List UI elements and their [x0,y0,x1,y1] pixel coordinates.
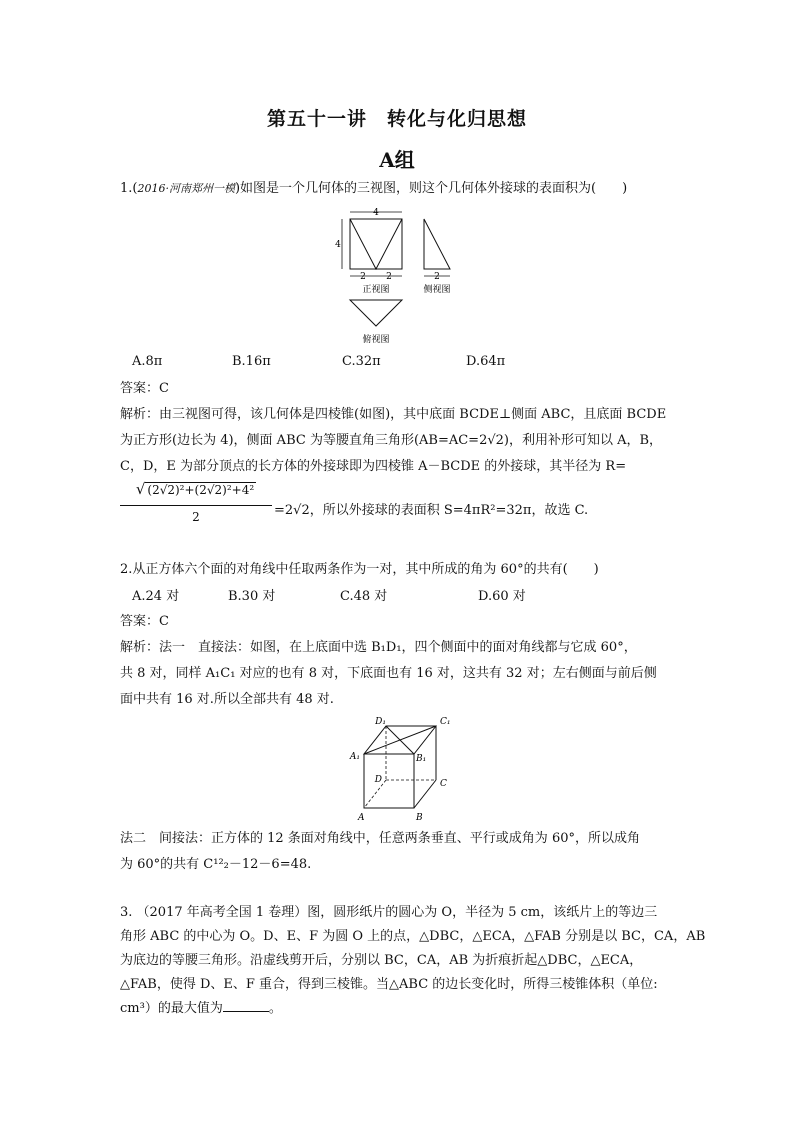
q2-answer: 答案：C [120,614,169,629]
group-heading: A组 [379,148,415,172]
front-view-label: 正视图 [362,285,390,295]
q1-option-c[interactable]: C.32π [342,354,381,369]
q1-options [0,354,794,376]
q3-line-2: 角形 ABC 的中心为 O。D、E、F 为圆 O 上的点，△DBC，△ECA，△FAB 分别是以 BC，CA，AB [120,929,706,944]
side-view-label: 侧视图 [423,285,451,295]
q1-explanation-3: C，D，E 为部分顶点的长方体的外接球即为四棱锥 A－BCDE 的外接球，其半径为 R= [120,459,627,474]
label-c1: C₁ [440,717,451,727]
q3-line-5 [120,998,282,1020]
q1-three-view-figure [330,202,470,347]
fraction-bar [120,505,272,506]
q1-stem [120,178,627,200]
q2-option-c[interactable]: C.48 对 [340,589,388,604]
q2-cube-figure [340,716,470,824]
answer-blank[interactable] [223,999,269,1012]
label-a: A [358,813,365,823]
label-a1: A₁ [349,752,360,762]
q1-option-a[interactable]: A.8π [132,354,163,369]
q1-number: 1.( [120,181,138,196]
q3-line-4: △FAB，使得 D、E、F 重合，得到三棱锥。当△ABC 的边长变化时，所得三棱锥体积（单位: [120,977,658,992]
q3-line-5-text: cm³）的最大值为 [120,1001,223,1016]
q2-option-b[interactable]: B.30 对 [228,589,276,604]
q3-line-5-end: 。 [268,1001,282,1016]
q2-explanation-5: 为 60°的共有 C¹²₂－12－6=48. [120,857,312,872]
q2-explanation-1: 解析：法一 直接法：如图，在上底面中选 B₁D₁，四个侧面中的面对角线都与它成 60°， [120,640,637,655]
top-view-label: 俯视图 [362,335,390,345]
front-view-square [350,219,402,269]
top-view-triangle [350,300,402,326]
q2-explanation-4: 法二 间接法：正方体的 12 条面对角线中，任意两条垂直、平行或成角为 60°，所以成角 [120,831,640,846]
q1-source: 2016·河南郑州一模 [137,182,235,195]
q2-explanation-2: 共 8 对，同样 A₁C₁ 对应的也有 8 对，下底面也有 16 对，这共有 32 对；左右侧面与前后侧 [120,666,657,681]
dim-bottom-2: 2 [386,272,392,282]
label-b1: B₁ [416,754,427,764]
page-title: 第五十一讲 转化与化归思想 [266,108,527,130]
q2-options [0,585,794,607]
q1-stem-text: )如图是一个几何体的三视图，则这个几何体外接球的表面积为( ) [234,181,628,196]
cube-front-face [364,754,414,808]
front-view-triangle [350,219,402,269]
q2-option-d[interactable]: D.60 对 [478,589,526,604]
label-b: B [416,813,423,823]
q1-option-b[interactable]: B.16π [232,354,271,369]
label-c: C [440,779,447,789]
q3-line-1: 3. （2017 年高考全国 1 卷理）图，圆形纸片的圆心为 O，半径为 5 cm，该纸片上的等边三 [120,905,658,920]
dim-bottom-1: 2 [360,272,366,282]
q1-explanation-2: 为正方形(边长为 4)，侧面 ABC 为等腰直角三角形(AB=AC=2√2)，利用补形可知以 A，B， [120,433,663,448]
formula-numerator: (2√2)²+(2√2)²+4² [147,483,255,497]
dim-top: 4 [373,208,379,218]
label-d: D [374,775,382,785]
formula-tail: =2√2，所以外接球的表面积 S=4πR²=32π，故选 C. [274,503,589,518]
side-view-triangle [424,219,450,269]
dim-side: 2 [434,272,440,282]
dim-left: 4 [335,240,341,250]
q1-explanation-1: 解析：由三视图可得，该几何体是四棱锥(如图)，其中底面 BCDE⊥侧面 ABC，且底面 BCDE [120,407,667,422]
q2-stem: 2.从正方体六个面的对角线中任取两条作为一对，其中所成的角为 60°的共有( ) [120,562,599,577]
q3-line-3: 为底边的等腰三角形。沿虚线剪开后，分别以 BC，CA，AB 为折痕折起△DBC，△ECA， [120,953,643,968]
q2-option-a[interactable]: A.24 对 [132,589,180,604]
q2-explanation-3: 面中共有 16 对.所以全部共有 48 对. [120,692,334,707]
formula-denominator: 2 [192,510,200,524]
label-d1: D₁ [375,717,386,727]
q1-option-d[interactable]: D.64π [466,354,506,369]
q1-answer: 答案：C [120,381,169,396]
